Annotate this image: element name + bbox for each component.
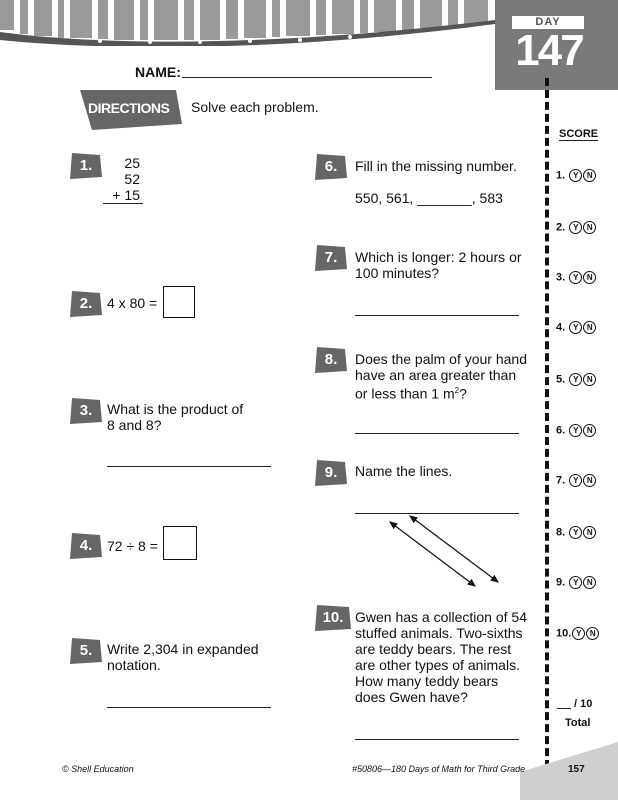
score-row: 8. Y N [556,526,596,539]
problem-10-line-6: does Gwen have? [355,689,468,705]
problem-6-sequence: 550, 561, _______, 583 [355,190,503,206]
problem-7-line-2: 100 minutes? [355,265,440,281]
day-label: DAY [512,16,584,29]
score-row: 7. Y N [556,474,596,487]
problem-badge: 5. [70,638,102,664]
score-divider [545,78,549,780]
no-bubble[interactable]: N [583,321,596,334]
total-label: Total [565,717,591,729]
score-header: SCORE [559,128,599,140]
yes-bubble[interactable]: Y [569,169,582,182]
no-bubble[interactable]: N [583,474,596,487]
problem-badge: 1. [70,153,102,179]
score-row: 3. Y N [556,271,596,284]
problem-5-line-1: Write 2,304 in expanded [107,641,259,657]
addend-3: + 15 [112,187,140,203]
no-bubble[interactable]: N [583,271,596,284]
answer-line[interactable] [355,739,519,740]
problem-badge: 2. [70,291,102,317]
answer-line[interactable] [355,433,519,434]
score-row: 1. Y N [556,169,596,182]
no-bubble[interactable]: N [586,627,599,640]
problem-10-line-1: Gwen has a collection of 54 [355,609,527,625]
problem-4-text: 72 ÷ 8 = [107,538,158,554]
yes-bubble[interactable]: Y [569,576,582,589]
page-number: 157 [568,764,585,775]
problem-3-line-2: 8 and 8? [107,417,162,433]
problem-2-text: 4 x 80 = [107,295,158,311]
problem-badge: 8. [315,347,347,373]
footer-title: #50806—180 Days of Math for Third Grade [352,764,526,774]
no-bubble[interactable]: N [583,221,596,234]
yes-bubble[interactable]: Y [569,526,582,539]
problem-5-line-2: notation. [107,657,161,673]
yes-bubble[interactable]: Y [569,221,582,234]
problem-badge: 3. [70,398,102,424]
problem-10-line-4: are other types of animals. [355,657,520,673]
problem-badge: 4. [70,533,102,559]
directions-text: Solve each problem. [191,99,319,115]
answer-line[interactable] [355,315,519,316]
score-row: 10. Y N [556,627,599,640]
yes-bubble[interactable]: Y [569,474,582,487]
name-label: NAME: [135,64,181,80]
footer-copyright: © Shell Education [62,764,134,774]
score-row: 9. Y N [556,576,596,589]
answer-box[interactable] [163,526,197,560]
total-denominator: / 10 [574,698,593,710]
problem-9-text: Name the lines. [355,463,453,479]
problem-badge: 7. [315,245,347,271]
parallel-lines-figure [380,512,504,590]
score-row: 5. Y N [556,373,596,386]
problem-8-line-3: or less than 1 $m^2$? [355,385,467,402]
yes-bubble[interactable]: Y [569,271,582,284]
yes-bubble[interactable]: Y [569,373,582,386]
problem-8-line-1: Does the palm of your hand [355,351,527,367]
problem-badge: 6. [315,154,347,180]
addend-2: 52 [124,171,140,187]
directions-label: DIRECTIONS [88,100,170,116]
score-row: 4. Y N [556,321,596,334]
problem-badge: 10. [315,605,347,631]
answer-line[interactable] [107,466,271,467]
problem-10-line-3: are teddy bears. The rest [355,641,512,657]
no-bubble[interactable]: N [583,526,596,539]
yes-bubble[interactable]: Y [569,424,582,437]
problem-8-line-2: have an area greater than [355,367,517,383]
sum-line [103,203,143,204]
answer-line[interactable] [107,707,271,708]
no-bubble[interactable]: N [583,169,596,182]
name-field[interactable] [182,77,432,78]
problem-badge: 9. [315,460,347,486]
problem-10-line-2: stuffed animals. Two-sixths [355,625,523,641]
problem-10-line-5: How many teddy bears [355,673,499,689]
no-bubble[interactable]: N [583,576,596,589]
yes-bubble[interactable]: Y [569,321,582,334]
problem-6-line-1: Fill in the missing number. [355,158,517,174]
addend-1: 25 [124,155,140,171]
answer-box[interactable] [163,286,195,318]
day-number: 147 [515,26,583,75]
no-bubble[interactable]: N [583,424,596,437]
problem-7-line-1: Which is longer: 2 hours or [355,249,522,265]
score-row: 2. Y N [556,221,596,234]
no-bubble[interactable]: N [583,373,596,386]
score-row: 6. Y N [556,424,596,437]
problem-3-line-1: What is the product of [107,401,244,417]
yes-bubble[interactable]: Y [572,627,585,640]
total-score-field[interactable] [557,708,571,709]
